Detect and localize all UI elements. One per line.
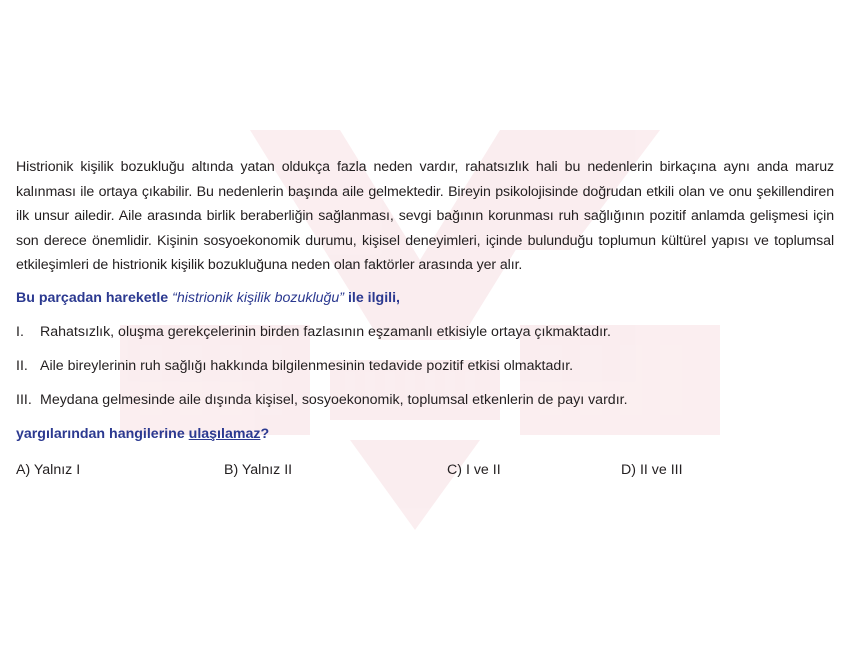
statement-1 <box>16 320 834 344</box>
option-c[interactable] <box>447 458 501 482</box>
option-text: Yalnız I <box>33 461 81 478</box>
option-text: II ve III <box>639 461 683 478</box>
question-stem-term: “histrionik kişilik bozukluğu” <box>172 289 345 306</box>
question-closing-prefix: yargılarından hangilerine <box>16 425 189 442</box>
reading-passage: Histrionik kişilik bozukluğu altında yatan oldukça fazla neden vardır, rahatsızlık hali bu nedenlerin birkaçına aynı anda maruz kalınması ile ortaya çıkabilir. Bu nedenlerin başında aile gelmektedir. Bireyin psikolojisinde doğrudan etkili olan ve onu şekillendiren ilk unsur ailedir. Aile arasında birlik beraberliğin sağlanması, sevgi bağının korunması ruh sağlığının pozitif anlamda gelişmesi için son derece önemlidir. Kişinin sosyoekonomik durumu, kişisel deneyimleri, içinde bulunduğu toplumun kültürel yapısı ve toplumsal etkileşimleri de histrionik kişilik bozukluğuna neden olan faktörler arasında yer alır. <box>16 159 834 274</box>
option-text: I ve II <box>465 461 501 478</box>
option-label: D) <box>621 461 636 478</box>
option-label: C) <box>447 461 462 478</box>
statement-2 <box>16 354 834 378</box>
option-a[interactable] <box>16 458 80 482</box>
question-closing-keyword: ulaşılamaz <box>188 425 261 442</box>
question-closing <box>16 422 834 446</box>
option-b[interactable] <box>224 458 292 482</box>
option-label: A) <box>16 461 31 478</box>
statement-text: Rahatsızlık, oluşma gerekçelerinin birden fazlasının eşzamanlı etkisiyle ortaya çıkmaktadır. <box>40 323 611 340</box>
statement-text: Aile bireylerinin ruh sağlığı hakkında bilgilenmesinin tedavide pozitif etkisi olmaktadır. <box>40 357 574 374</box>
statement-number: I. <box>16 323 24 340</box>
statement-number: II. <box>16 357 28 374</box>
option-text: Yalnız II <box>241 461 293 478</box>
question-stem-suffix: ile ilgili, <box>344 289 400 306</box>
question-content <box>16 155 834 482</box>
statement-number: III. <box>16 391 32 408</box>
question-stem-prefix: Bu parçadan hareketle <box>16 289 173 306</box>
question-closing-suffix: ? <box>260 425 270 442</box>
question-stem <box>16 286 834 310</box>
option-label: B) <box>224 461 239 478</box>
option-d[interactable] <box>621 458 683 482</box>
answer-options <box>16 458 834 482</box>
statement-3 <box>16 388 834 412</box>
statement-text: Meydana gelmesinde aile dışında kişisel, sosyoekonomik, toplumsal etkenlerin de payı vardır. <box>40 391 628 408</box>
